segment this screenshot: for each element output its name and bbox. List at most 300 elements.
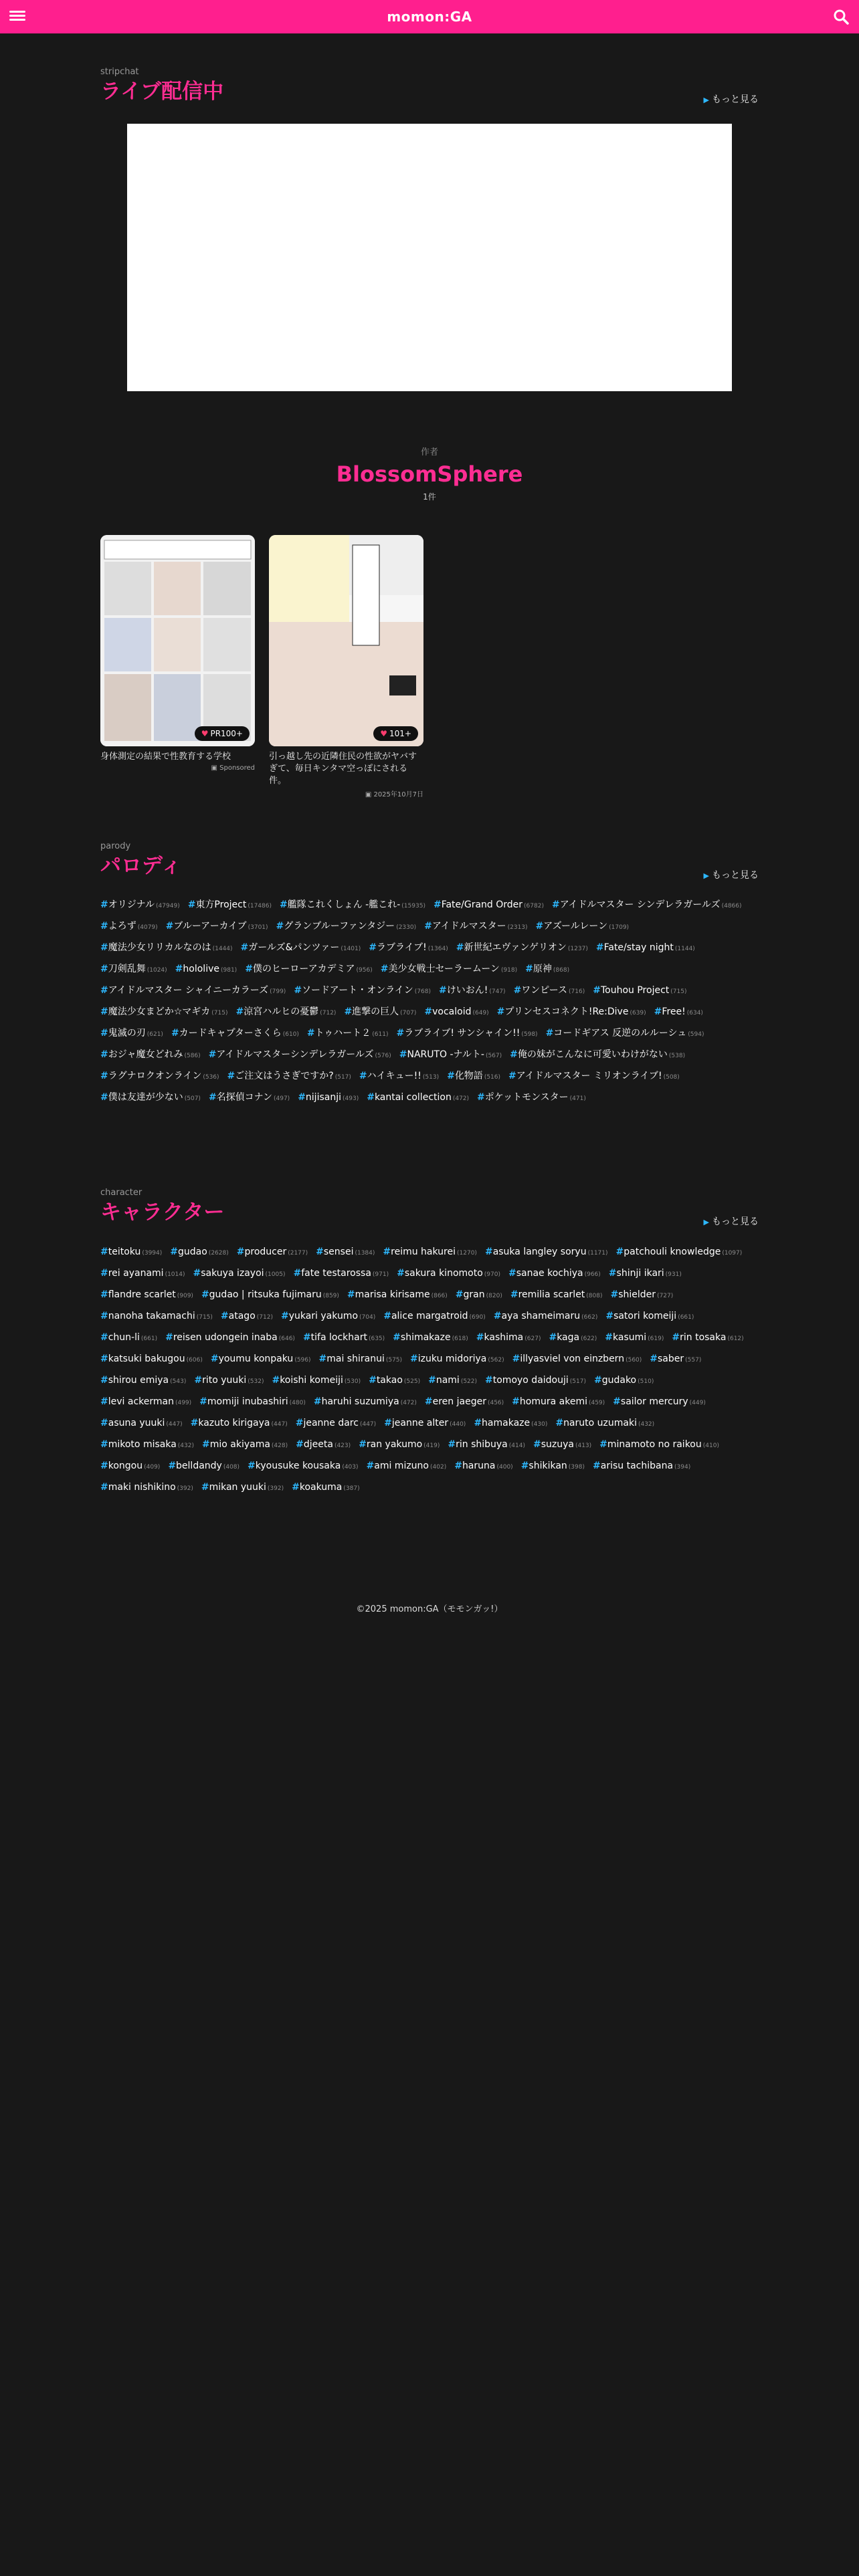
character-tag[interactable] [347, 1285, 448, 1306]
tag-count: (716) [569, 988, 585, 995]
tag-count: (408) [223, 1464, 240, 1471]
character-tag[interactable] [494, 1306, 598, 1327]
parody-tag[interactable] [367, 1087, 469, 1109]
tag-count: (3994) [142, 1250, 163, 1257]
tag-count: (392) [267, 1485, 284, 1492]
tag-count: (799) [270, 988, 286, 995]
parody-tag[interactable] [188, 895, 272, 916]
hash-icon: # [293, 1268, 302, 1279]
parody-more-link[interactable]: ▶ もっと見る [703, 870, 759, 881]
parody-tag[interactable] [276, 916, 417, 938]
tag-count: (768) [414, 988, 431, 995]
character-tag[interactable] [555, 1413, 654, 1434]
tag-label: mikan yuuki [209, 1482, 266, 1493]
tag-label: aya shameimaru [501, 1311, 581, 1321]
hash-icon: # [193, 1268, 201, 1279]
character-tag[interactable] [100, 1477, 193, 1499]
character-tag[interactable] [384, 1413, 466, 1434]
tag-label: kongou [108, 1461, 143, 1471]
tag-count: (456) [487, 1400, 504, 1406]
parody-tag[interactable] [546, 1023, 704, 1045]
character-tag[interactable] [319, 1349, 403, 1370]
tag-count: (971) [372, 1271, 389, 1278]
parody-tag[interactable] [245, 959, 373, 980]
tag-count: (1401) [341, 946, 361, 952]
hash-icon: # [100, 1071, 108, 1081]
hash-icon: # [513, 985, 522, 996]
character-tag[interactable] [593, 1456, 690, 1477]
character-tag[interactable] [456, 1285, 502, 1306]
hash-icon: # [525, 964, 533, 974]
tag-count: (532) [248, 1378, 264, 1385]
hash-icon: # [294, 985, 302, 996]
tag-count: (598) [521, 1031, 538, 1038]
parody-tag[interactable] [175, 959, 237, 980]
hash-icon: # [424, 1396, 433, 1407]
hash-icon: # [201, 1439, 210, 1450]
parody-tag[interactable] [100, 980, 286, 1002]
character-tag[interactable] [194, 1370, 264, 1392]
tag-label: tomoyo daidouji [492, 1375, 569, 1386]
tag-label: 美少女戦士セーラームーン [388, 964, 500, 974]
tag-label: ブルーアーカイブ [173, 921, 247, 932]
character-tag[interactable] [605, 1327, 664, 1349]
hash-icon: # [100, 1268, 108, 1279]
character-tag[interactable] [609, 1263, 682, 1285]
character-tag[interactable] [221, 1306, 273, 1327]
character-tag[interactable] [393, 1327, 468, 1349]
character-tag[interactable] [191, 1413, 288, 1434]
tag-label: marisa kirisame [355, 1289, 430, 1300]
tag-count: (639) [630, 1010, 646, 1016]
character-tag-list [100, 1242, 759, 1499]
tag-count: (4866) [721, 903, 742, 909]
character-tag[interactable] [533, 1434, 591, 1456]
parody-tag[interactable] [100, 959, 167, 980]
hash-icon: # [272, 1375, 280, 1386]
character-tag[interactable] [100, 1327, 157, 1349]
tag-label: アズールレーン [543, 921, 608, 932]
live-stream-embed[interactable] [127, 124, 732, 391]
parody-tag[interactable] [307, 1023, 389, 1045]
parody-tag[interactable] [596, 938, 695, 959]
tag-label: belldandy [176, 1461, 222, 1471]
tag-label: 俺の妹がこんなに可愛いわけがない [517, 1049, 668, 1060]
hash-icon: # [605, 1332, 613, 1343]
tag-label: shirou emiya [108, 1375, 169, 1386]
tag-label: Fate/stay night [603, 942, 674, 953]
hash-icon: # [194, 1375, 203, 1386]
parody-tag[interactable] [227, 1066, 351, 1087]
tag-count: (1364) [427, 946, 448, 952]
parody-tag[interactable] [100, 895, 180, 916]
tag-label: takao [376, 1375, 403, 1386]
character-tag[interactable] [485, 1370, 586, 1392]
tag-label: 魔法少女まどか☆マギカ [108, 1006, 211, 1017]
tag-count: (619) [648, 1335, 664, 1342]
tag-count: (510) [638, 1378, 654, 1385]
hash-icon: # [245, 964, 253, 974]
character-tag[interactable] [508, 1263, 601, 1285]
tag-label: コードギアス 反逆のルルーシュ [553, 1028, 687, 1039]
tag-label: ポケットモンスター [484, 1092, 569, 1103]
parody-tag[interactable] [456, 938, 588, 959]
parody-tag[interactable] [477, 1087, 586, 1109]
hash-icon: # [593, 1461, 601, 1471]
tag-label: 化物語 [454, 1071, 483, 1081]
parody-tag[interactable] [434, 895, 544, 916]
parody-tag[interactable] [280, 895, 425, 916]
parody-tag[interactable] [381, 959, 517, 980]
parody-tag[interactable] [100, 1045, 201, 1066]
character-tag[interactable] [410, 1349, 504, 1370]
parody-tag[interactable] [166, 916, 268, 938]
character-tag[interactable] [476, 1327, 541, 1349]
live-more-link[interactable]: ▶ もっと見る [703, 94, 759, 105]
site-logo[interactable]: momon:GA [387, 9, 472, 25]
parody-tag[interactable] [447, 1066, 500, 1087]
author-header [0, 445, 859, 502]
tag-count: (472) [452, 1095, 470, 1102]
tag-label: sanae kochiya [516, 1268, 583, 1279]
tag-label: プリンセスコネクト!Re:Dive [504, 1006, 629, 1017]
character-tag[interactable] [613, 1392, 706, 1413]
character-tag[interactable] [100, 1285, 193, 1306]
live-section [100, 67, 759, 105]
character-tag[interactable] [281, 1306, 375, 1327]
tag-count: (1709) [609, 924, 630, 931]
hash-icon: # [510, 1049, 518, 1060]
tag-label: jeanne darc [303, 1418, 359, 1428]
character-tag[interactable] [474, 1413, 547, 1434]
parody-tag[interactable] [399, 1045, 502, 1066]
hash-icon: # [296, 1439, 304, 1450]
character-section-sub: character [100, 1188, 142, 1198]
character-tag[interactable] [383, 1242, 477, 1263]
tag-label: 僕は友達が少ない [108, 1092, 183, 1103]
hash-icon: # [428, 1375, 436, 1386]
tag-count: (690) [469, 1314, 486, 1321]
tag-label: gudao | ritsuka fujimaru [209, 1289, 322, 1300]
character-tag[interactable] [314, 1392, 417, 1413]
tag-count: (557) [685, 1357, 702, 1364]
parody-tag[interactable] [552, 895, 742, 916]
tag-count: (622) [581, 1335, 597, 1342]
character-tag[interactable] [202, 1434, 288, 1456]
tag-label: producer [244, 1247, 287, 1257]
character-tag[interactable] [100, 1434, 194, 1456]
work-thumbnail[interactable] [100, 535, 255, 746]
hash-icon: # [396, 1028, 405, 1039]
tag-count: (536) [203, 1074, 219, 1081]
hash-icon: # [535, 921, 544, 932]
tag-count: (715) [196, 1314, 213, 1321]
tag-label: 艦隊これくしょん -艦これ- [287, 899, 401, 910]
character-tag[interactable] [650, 1349, 701, 1370]
character-tag[interactable] [100, 1242, 162, 1263]
tag-count: (499) [175, 1400, 192, 1406]
hash-icon: # [187, 899, 196, 910]
author-name: BlossomSphere [336, 461, 523, 487]
character-tag[interactable] [485, 1242, 608, 1263]
tag-count: (447) [166, 1421, 183, 1428]
hash-icon: # [493, 1311, 502, 1321]
tag-count: (2177) [288, 1250, 308, 1257]
parody-tag[interactable] [100, 1066, 219, 1087]
character-tag[interactable] [100, 1392, 191, 1413]
tag-count: (612) [727, 1335, 744, 1342]
parody-tag[interactable] [369, 938, 448, 959]
parody-tag[interactable] [236, 1002, 337, 1023]
work-card[interactable] [269, 535, 423, 798]
hash-icon: # [100, 1332, 108, 1343]
tag-count: (4079) [137, 924, 158, 931]
parody-tag[interactable] [100, 1023, 163, 1045]
parody-tag[interactable] [424, 1002, 488, 1023]
tag-label: kasumi [613, 1332, 647, 1343]
character-tag[interactable] [549, 1327, 597, 1349]
parody-tag[interactable] [593, 980, 686, 1002]
parody-tag[interactable] [298, 1087, 359, 1109]
tag-count: (17486) [248, 903, 272, 909]
character-tag[interactable] [303, 1327, 385, 1349]
search-icon[interactable] [832, 8, 850, 25]
hash-icon: # [298, 1092, 306, 1103]
parody-tag[interactable] [654, 1002, 703, 1023]
character-tag[interactable] [369, 1370, 420, 1392]
top-bar [0, 0, 859, 33]
tag-label: rei ayanami [108, 1268, 164, 1279]
tag-count: (567) [485, 1053, 502, 1059]
tag-label: kaga [557, 1332, 580, 1343]
character-tag[interactable] [237, 1242, 308, 1263]
tag-count: (423) [334, 1442, 351, 1449]
hash-icon: # [302, 1332, 311, 1343]
tag-count: (918) [500, 967, 518, 974]
footer-copyright: ©2025 momon:GA（モモンガッ!） [356, 1604, 503, 1614]
tag-label: 魔法少女リリカルなのは [108, 942, 211, 953]
work-card[interactable] [100, 535, 255, 772]
character-tag[interactable] [296, 1413, 376, 1434]
hash-icon: # [595, 942, 604, 953]
work-title[interactable]: 身体測定の結果で性教育する学校 [100, 752, 231, 762]
character-tag[interactable] [611, 1285, 674, 1306]
tag-label: アイドルマスター シャイニーカラーズ [108, 985, 269, 996]
tag-label: アイドルマスター ミリオンライブ! [516, 1071, 662, 1081]
character-tag[interactable] [165, 1327, 295, 1349]
parody-tag[interactable] [100, 1002, 228, 1023]
hash-icon: # [100, 1049, 108, 1060]
hash-icon: # [100, 1396, 108, 1407]
character-tag[interactable] [512, 1349, 642, 1370]
tag-label: gran [463, 1289, 485, 1300]
tag-label: 名探偵コナン [216, 1092, 272, 1103]
character-tag[interactable] [293, 1263, 389, 1285]
parody-tag[interactable] [397, 1023, 538, 1045]
tag-count: (662) [581, 1314, 598, 1321]
tag-count: (493) [343, 1095, 359, 1102]
character-tag[interactable] [616, 1242, 743, 1263]
parody-tag[interactable] [171, 1023, 299, 1045]
live-section-title: ライブ配信中 [100, 80, 224, 104]
tag-count: (931) [665, 1271, 682, 1278]
tag-count: (387) [343, 1485, 360, 1492]
parody-tag[interactable] [100, 1087, 201, 1109]
tag-count: (538) [668, 1053, 686, 1059]
parody-tag[interactable] [439, 980, 506, 1002]
character-tag[interactable] [100, 1306, 213, 1327]
parody-tag[interactable] [209, 1045, 391, 1066]
tag-label: shinji ikari [616, 1268, 664, 1279]
tag-count: (497) [273, 1095, 290, 1102]
hash-icon: # [496, 1006, 505, 1017]
character-tag[interactable] [100, 1349, 203, 1370]
tag-label: hamakaze [482, 1418, 531, 1428]
tag-label: remilia scarlet [518, 1289, 585, 1300]
character-tag[interactable] [296, 1434, 351, 1456]
character-more-link[interactable]: ▶ もっと見る [703, 1216, 759, 1227]
character-tag[interactable] [521, 1456, 585, 1477]
chevron-right-icon: ▶ [703, 96, 709, 104]
parody-tag[interactable] [209, 1087, 290, 1109]
character-tag[interactable] [510, 1285, 603, 1306]
tag-label: アイドルマスター [432, 921, 506, 932]
tag-label: オリジナル [108, 899, 155, 910]
like-badge: ♥ PR100+ [195, 726, 250, 741]
hash-icon: # [399, 1049, 407, 1060]
tag-count: (1005) [265, 1271, 286, 1278]
tag-count: (606) [186, 1357, 203, 1364]
character-tag[interactable] [170, 1242, 228, 1263]
character-tag[interactable] [448, 1434, 525, 1456]
parody-tag[interactable] [100, 916, 158, 938]
tag-count: (611) [372, 1031, 389, 1038]
character-tag[interactable] [248, 1456, 358, 1477]
tag-count: (820) [486, 1293, 502, 1299]
parody-tag[interactable] [100, 938, 233, 959]
character-tag[interactable] [201, 1477, 284, 1499]
live-section-sub: stripchat [100, 67, 139, 77]
tag-count: (715) [211, 1010, 228, 1016]
character-tag[interactable] [292, 1477, 359, 1499]
hash-icon: # [227, 1071, 235, 1081]
work-title[interactable]: 引っ越し先の近隣住民の性欲がヤバすぎて、毎日キンタマ空っぽにされる件。 [269, 752, 417, 786]
character-tag[interactable] [367, 1456, 447, 1477]
parody-tag[interactable] [344, 1002, 416, 1023]
parody-tag[interactable] [497, 1002, 646, 1023]
character-tag[interactable] [201, 1285, 339, 1306]
hash-icon: # [454, 1461, 462, 1471]
tag-label: suzuya [541, 1439, 574, 1450]
character-tag[interactable] [211, 1349, 311, 1370]
character-tag[interactable] [100, 1456, 160, 1477]
tag-label: koakuma [299, 1482, 343, 1493]
hash-icon: # [654, 1006, 662, 1017]
tag-count: (428) [271, 1442, 288, 1449]
tag-label: youmu konpaku [218, 1354, 294, 1364]
parody-tag[interactable] [294, 980, 431, 1002]
tag-count: (859) [322, 1293, 339, 1299]
tag-count: (2313) [507, 924, 528, 931]
tag-label: kashima [484, 1332, 524, 1343]
hash-icon: # [555, 1418, 564, 1428]
hash-icon: # [165, 1332, 173, 1343]
tag-count: (516) [484, 1074, 501, 1081]
character-tag[interactable] [383, 1306, 486, 1327]
parody-tag[interactable] [508, 1066, 680, 1087]
hamburger-icon[interactable] [9, 9, 25, 25]
parody-tag-list [100, 895, 759, 1109]
tag-count: (646) [278, 1335, 295, 1342]
character-tag[interactable] [316, 1242, 375, 1263]
hash-icon: # [100, 942, 108, 953]
character-tag[interactable] [100, 1263, 185, 1285]
character-tag[interactable] [454, 1456, 512, 1477]
tag-label: ワンピース [521, 985, 568, 996]
hash-icon: # [510, 1289, 518, 1300]
parody-tag[interactable] [241, 938, 361, 959]
hash-icon: # [100, 1247, 108, 1257]
character-section-title: キャラクター [100, 1200, 225, 1224]
character-tag[interactable] [359, 1434, 440, 1456]
hash-icon: # [280, 1311, 289, 1321]
character-tag[interactable] [193, 1263, 286, 1285]
work-thumbnail[interactable] [269, 535, 423, 746]
tag-count: (432) [638, 1421, 655, 1428]
hash-icon: # [306, 1028, 315, 1039]
character-tag[interactable] [397, 1263, 500, 1285]
character-tag[interactable] [168, 1456, 240, 1477]
character-tag[interactable] [100, 1370, 186, 1392]
character-tag[interactable] [425, 1392, 504, 1413]
character-tag[interactable] [428, 1370, 477, 1392]
character-tag[interactable] [199, 1392, 306, 1413]
tag-label: shikikan [529, 1461, 567, 1471]
tag-label: tifa lockhart [310, 1332, 367, 1343]
character-tag[interactable] [672, 1327, 743, 1349]
parody-tag[interactable] [359, 1066, 439, 1087]
character-tag[interactable] [512, 1392, 605, 1413]
tag-count: (661) [140, 1335, 158, 1342]
character-tag[interactable] [100, 1413, 183, 1434]
hash-icon: # [235, 1006, 244, 1017]
character-tag[interactable] [605, 1306, 694, 1327]
hash-icon: # [190, 1418, 199, 1428]
tag-count: (1144) [674, 946, 695, 952]
parody-tag[interactable] [424, 916, 527, 938]
tag-count: (3701) [248, 924, 268, 931]
parody-tag[interactable] [514, 980, 585, 1002]
hash-icon: # [424, 1006, 433, 1017]
tag-count: (430) [531, 1421, 548, 1428]
parody-tag[interactable] [525, 959, 569, 980]
hash-icon: # [447, 1071, 455, 1081]
tag-label: maki nishikino [108, 1482, 176, 1493]
hash-icon: # [208, 1092, 217, 1103]
tag-label: shielder [618, 1289, 656, 1300]
hash-icon: # [508, 1071, 516, 1081]
tag-count: (866) [431, 1293, 448, 1299]
tag-count: (1237) [567, 946, 588, 952]
tag-count: (432) [177, 1442, 194, 1449]
character-tag[interactable] [272, 1370, 361, 1392]
chevron-right-icon: ▶ [703, 1218, 709, 1226]
parody-tag[interactable] [510, 1045, 685, 1066]
parody-tag[interactable] [536, 916, 630, 938]
tag-label: sailor mercury [620, 1396, 688, 1407]
character-tag[interactable] [599, 1434, 719, 1456]
character-tag[interactable] [594, 1370, 654, 1392]
